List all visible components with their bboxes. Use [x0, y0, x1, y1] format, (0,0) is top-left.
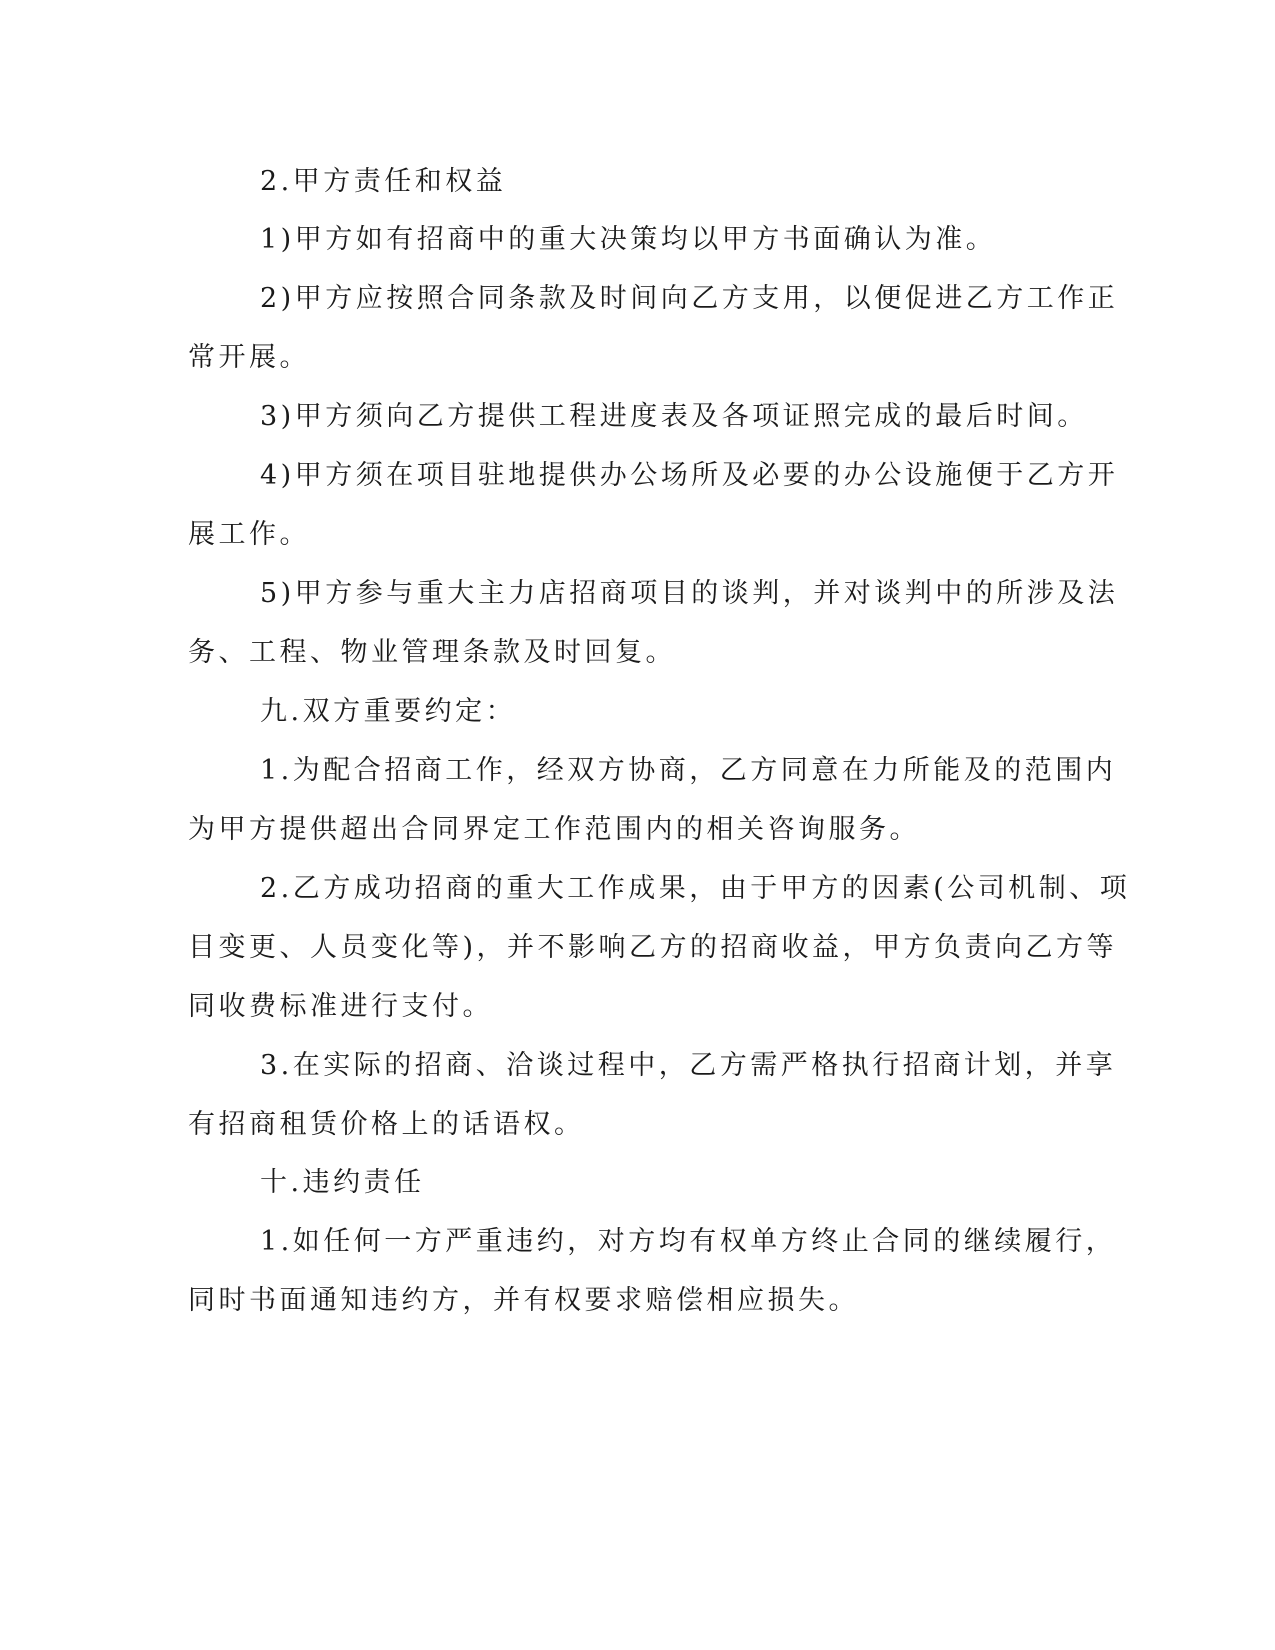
paragraph-line: 有招商租赁价格上的话语权。: [188, 1109, 585, 1140]
paragraph-line: 3)甲方须向乙方提供工程进度表及各项证照完成的最后时间。: [260, 401, 1088, 432]
paragraph-line: 展工作。: [188, 519, 310, 550]
paragraph-line: 5)甲方参与重大主力店招商项目的谈判，并对谈判中的所涉及法: [260, 578, 1119, 609]
section-heading: 2.甲方责任和权益: [260, 166, 507, 197]
paragraph-line: 1.如任何一方严重违约，对方均有权单方终止合同的继续履行，: [260, 1226, 1117, 1257]
paragraph-line: 1)甲方如有招商中的重大决策均以甲方书面确认为准。: [260, 224, 997, 255]
section-heading: 九.双方重要约定：: [260, 696, 517, 727]
section-heading: 十.违约责任: [260, 1167, 425, 1198]
paragraph-line: 为甲方提供超出合同界定工作范围内的相关咨询服务。: [188, 814, 920, 845]
paragraph-line: 4)甲方须在项目驻地提供办公场所及必要的办公设施便于乙方开: [260, 460, 1119, 491]
paragraph-line: 同收费标准进行支付。: [188, 991, 493, 1022]
paragraph-line: 务、工程、物业管理条款及时回复。: [188, 637, 676, 668]
paragraph-line: 2.乙方成功招商的重大工作成果，由于甲方的因素(公司机制、项: [260, 873, 1131, 904]
paragraph-line: 3.在实际的招商、洽谈过程中，乙方需严格执行招商计划，并享: [260, 1050, 1117, 1081]
paragraph-line: 常开展。: [188, 342, 310, 373]
paragraph-line: 同时书面通知违约方，并有权要求赔偿相应损失。: [188, 1285, 859, 1316]
paragraph-line: 1.为配合招商工作，经双方协商，乙方同意在力所能及的范围内: [260, 755, 1117, 786]
paragraph-line: 目变更、人员变化等)，并不影响乙方的招商收益，甲方负责向乙方等: [188, 932, 1118, 963]
paragraph-line: 2)甲方应按照合同条款及时间向乙方支用，以便促进乙方工作正: [260, 283, 1119, 314]
